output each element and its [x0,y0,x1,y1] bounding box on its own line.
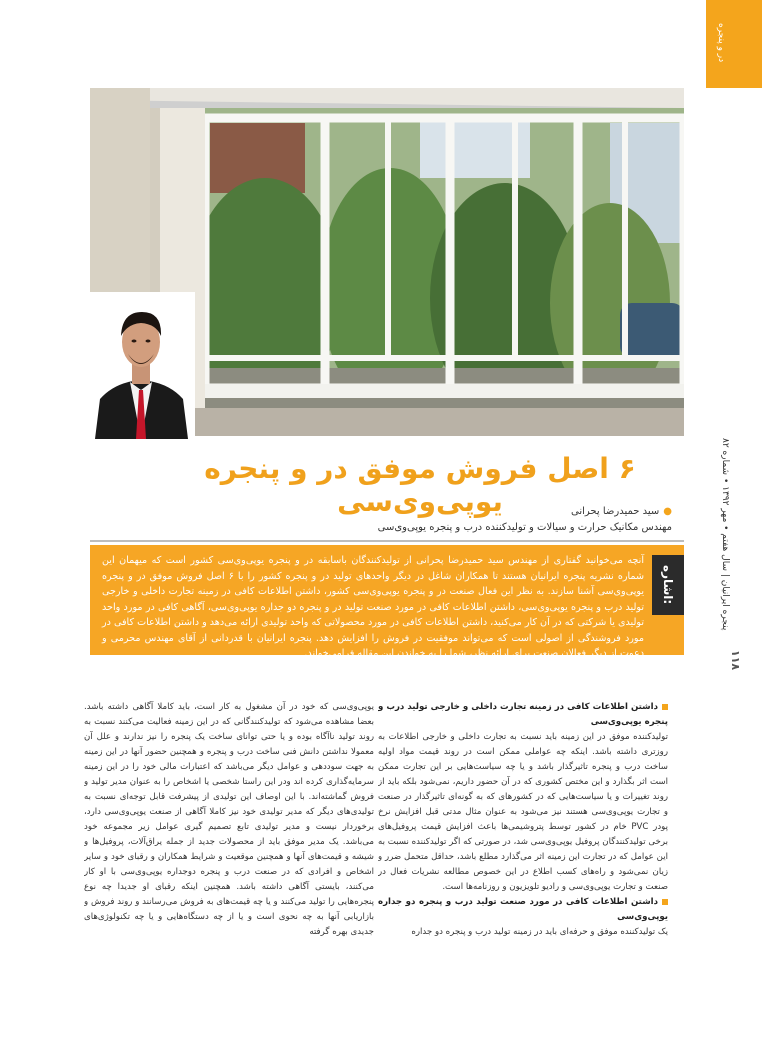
issue-caption: پنجره ایرانیان | سال هفتم • مهر ۱۳۹۲ • شماره ۸۲ [720,438,730,631]
square-bullet-icon [662,899,668,905]
author-portrait [90,292,195,439]
body-column-left [84,700,374,1010]
section-tab-label: در و پنجره [716,23,726,63]
abstract-text: آنچه می‌خوانید گفتاری از مهندس سید حمیدرضا پحرانی از تولیدکنندگان باسابقه در و پنجره یوپی‌وی‌سی کشور است که میهمان این شماره نشریه پنجره ایرانیان هستند تا همکاران شاغل در دیگر واحدهای تولید در و پنجره کشور را با ۶ اصل فروش موفق در و پنجره یوپی‌وی‌سی آشنا سازند. به نظر این فعال صنعت در و پنجره یوپی‌وی‌سی کشور، داشتن اطلاعات کافی در زمینه تجارت داخلی و خارجی تولید درب و پنجره یوپی‌وی‌سی، داشتن اطلاعات کافی در مورد صنعت تولید در و پنجره دو جداره یوپی‌وی‌سی، آگاهی کافی در مورد واحد تولیدی یا شرکتی که در آن کار می‌کنید، داشتن اطلاعات کافی در مورد محصولاتی که واحد تولیدی ارائه می‌دهد و داشتن اطلاعات کافی در مورد فروشندگی از اصولی است که می‌تواند موفقیت در فروش را افزایش دهد. پنجره ایرانیان با قدردانی از آقای مهندس محرمی و دعوت از دیگر فعالان صنعت برای ارائه نظر، شما را به خواندن این مقاله فرامی‌خواند. [102,555,644,659]
bullet-icon: ● [663,506,672,517]
abstract-box [90,545,684,659]
square-bullet-icon [662,704,668,710]
author-role: مهندس مکانیک حرارت و سیالات و تولیدکننده درب و پنجره یوپی‌وی‌سی [377,522,672,533]
author-line [252,506,672,522]
article-title: ۶ اصل فروش موفق در و پنجره یوپی‌وی‌سی [204,452,636,518]
divider [90,540,684,542]
paragraph: یک تولیدکننده موفق و حرفه‌ای باید در زمینه تولید درب و پنجره دو جداره [411,927,668,937]
paragraph: تولیدکننده موفق در این زمینه باید نسبت به تجارت داخلی و خارجی اطلاعات به روزتری داشته باشد. اینکه چه عواملی ممکن است در روند قیمت مواد اولیه ساخت درب و پنجره تاثیرگذار باشد و یا چه سیاست‌هایی بر این تجارت ممکن است اثر بگذارد و این مختص کشوری که در آن حضور داریم، نمی‌شود بلکه باید از روند تغییرات و یا سیاست‌هایی که در کشورهای که به گونه‌ای تاثیرگذار در صنعت و تجارت یوپی‌وی‌سی هستند نیز می‌شود به عنوان مثال مدتی قبل افزایش نرخ پودر PVC خام در کشور توسط پتروشیمی‌ها باعث افزایش قیمت پروفیل‌های برخی تولیدکنندگان پروفیل یوپی‌وی‌سی شد، در صورتی که اگر تولیدکننده نسبت به این عوامل که در تجارت این زمینه اثر می‌گذارد مطلع باشد، حداقل متحمل ضرر و زیان نمی‌شود و راه‌های کسب اطلاع در این خصوص مطالعه نشریات فعال در صنعت و تجارت یوپی‌وی‌سی و رادیو تلویزیون و روزنامه‌ها است. [378,732,668,892]
paragraph: یوپی‌وی‌سی که خود در آن مشغول به کار است، باید کاملا آگاهی داشته باشد. بعضا مشاهده می‌شود که تولیدکنندگانی که در این زمینه فعالیت می‌کنند نسبت به روند تولید ناآگاه بوده و یا حتی توانای ساخت یک پنجره را نیز ندارند و علل آن معمولا نداشتن دانش فنی ساخت درب و پنجره و همچنین حضور آنها در این زمینه به جهت سوددهی و عوامل دیگر می‌باشد که اعتبارات مالی خود را در این زمینه سرمایه‌گذاری کرده اند ودر این راستا شخصی یا اشخاص را به عنوان مدیر تولید و فروش گماشته‌اند. با این اوصاف این تولیدی از پیشرفت قابل توجه‌ای نسبت به تولیدی‌های دیگر که مدیر تولیدی خود نیز کاملا آگاهی از صنعت یوپی‌وی‌سی دارد، برخوردار نیست و مدیر تولیدی تابع تصمیم گیری عوامل زیر مجموعه خود می‌باشد. یک مدیر موفق باید از محصولات جدید از جمله یراق‌آلات، پروفیل‌ها و شیشه و قیمت‌های آنها و همچنین موقعیت و شرایط همکاران و رقبای خود و سایر اشخاص و افرادی که در صنعت درب و پنجره دوجداره یوپی‌وی‌سی با او کار می‌کنند، بایستی آگاهی داشته باشد. همچنین اینکه رقبای او جدیدا چه نوع پنجره‌هایی را تولید می‌کنند و یا چه قیمت‌های به فروش می‌رسانند و روند فروش و بازاریابی آنها به چه نحوی است و یا از چه دستگاه‌هایی و یا چه تکنولوژی‌های جدیدی بهره گرفته [84,702,374,937]
author-name: سید حمیدرضا پحرانی [571,506,660,517]
author-portrait-illustration [90,294,193,439]
subheading: داشتن اطلاعات کافی در مورد صنعت تولید درب و پنجره دو جداره یوپی‌وی‌سی [378,897,668,922]
subheading: داشتن اطلاعات کافی در زمینه تجارت داخلی و خارجی تولید درب و پنجره یوپی‌وی‌سی [378,702,668,727]
section-tab [706,0,762,88]
body-column-right [378,700,668,1010]
page-number: ۱۱۸ [729,650,742,671]
abstract-label: اشاره: [652,555,684,615]
